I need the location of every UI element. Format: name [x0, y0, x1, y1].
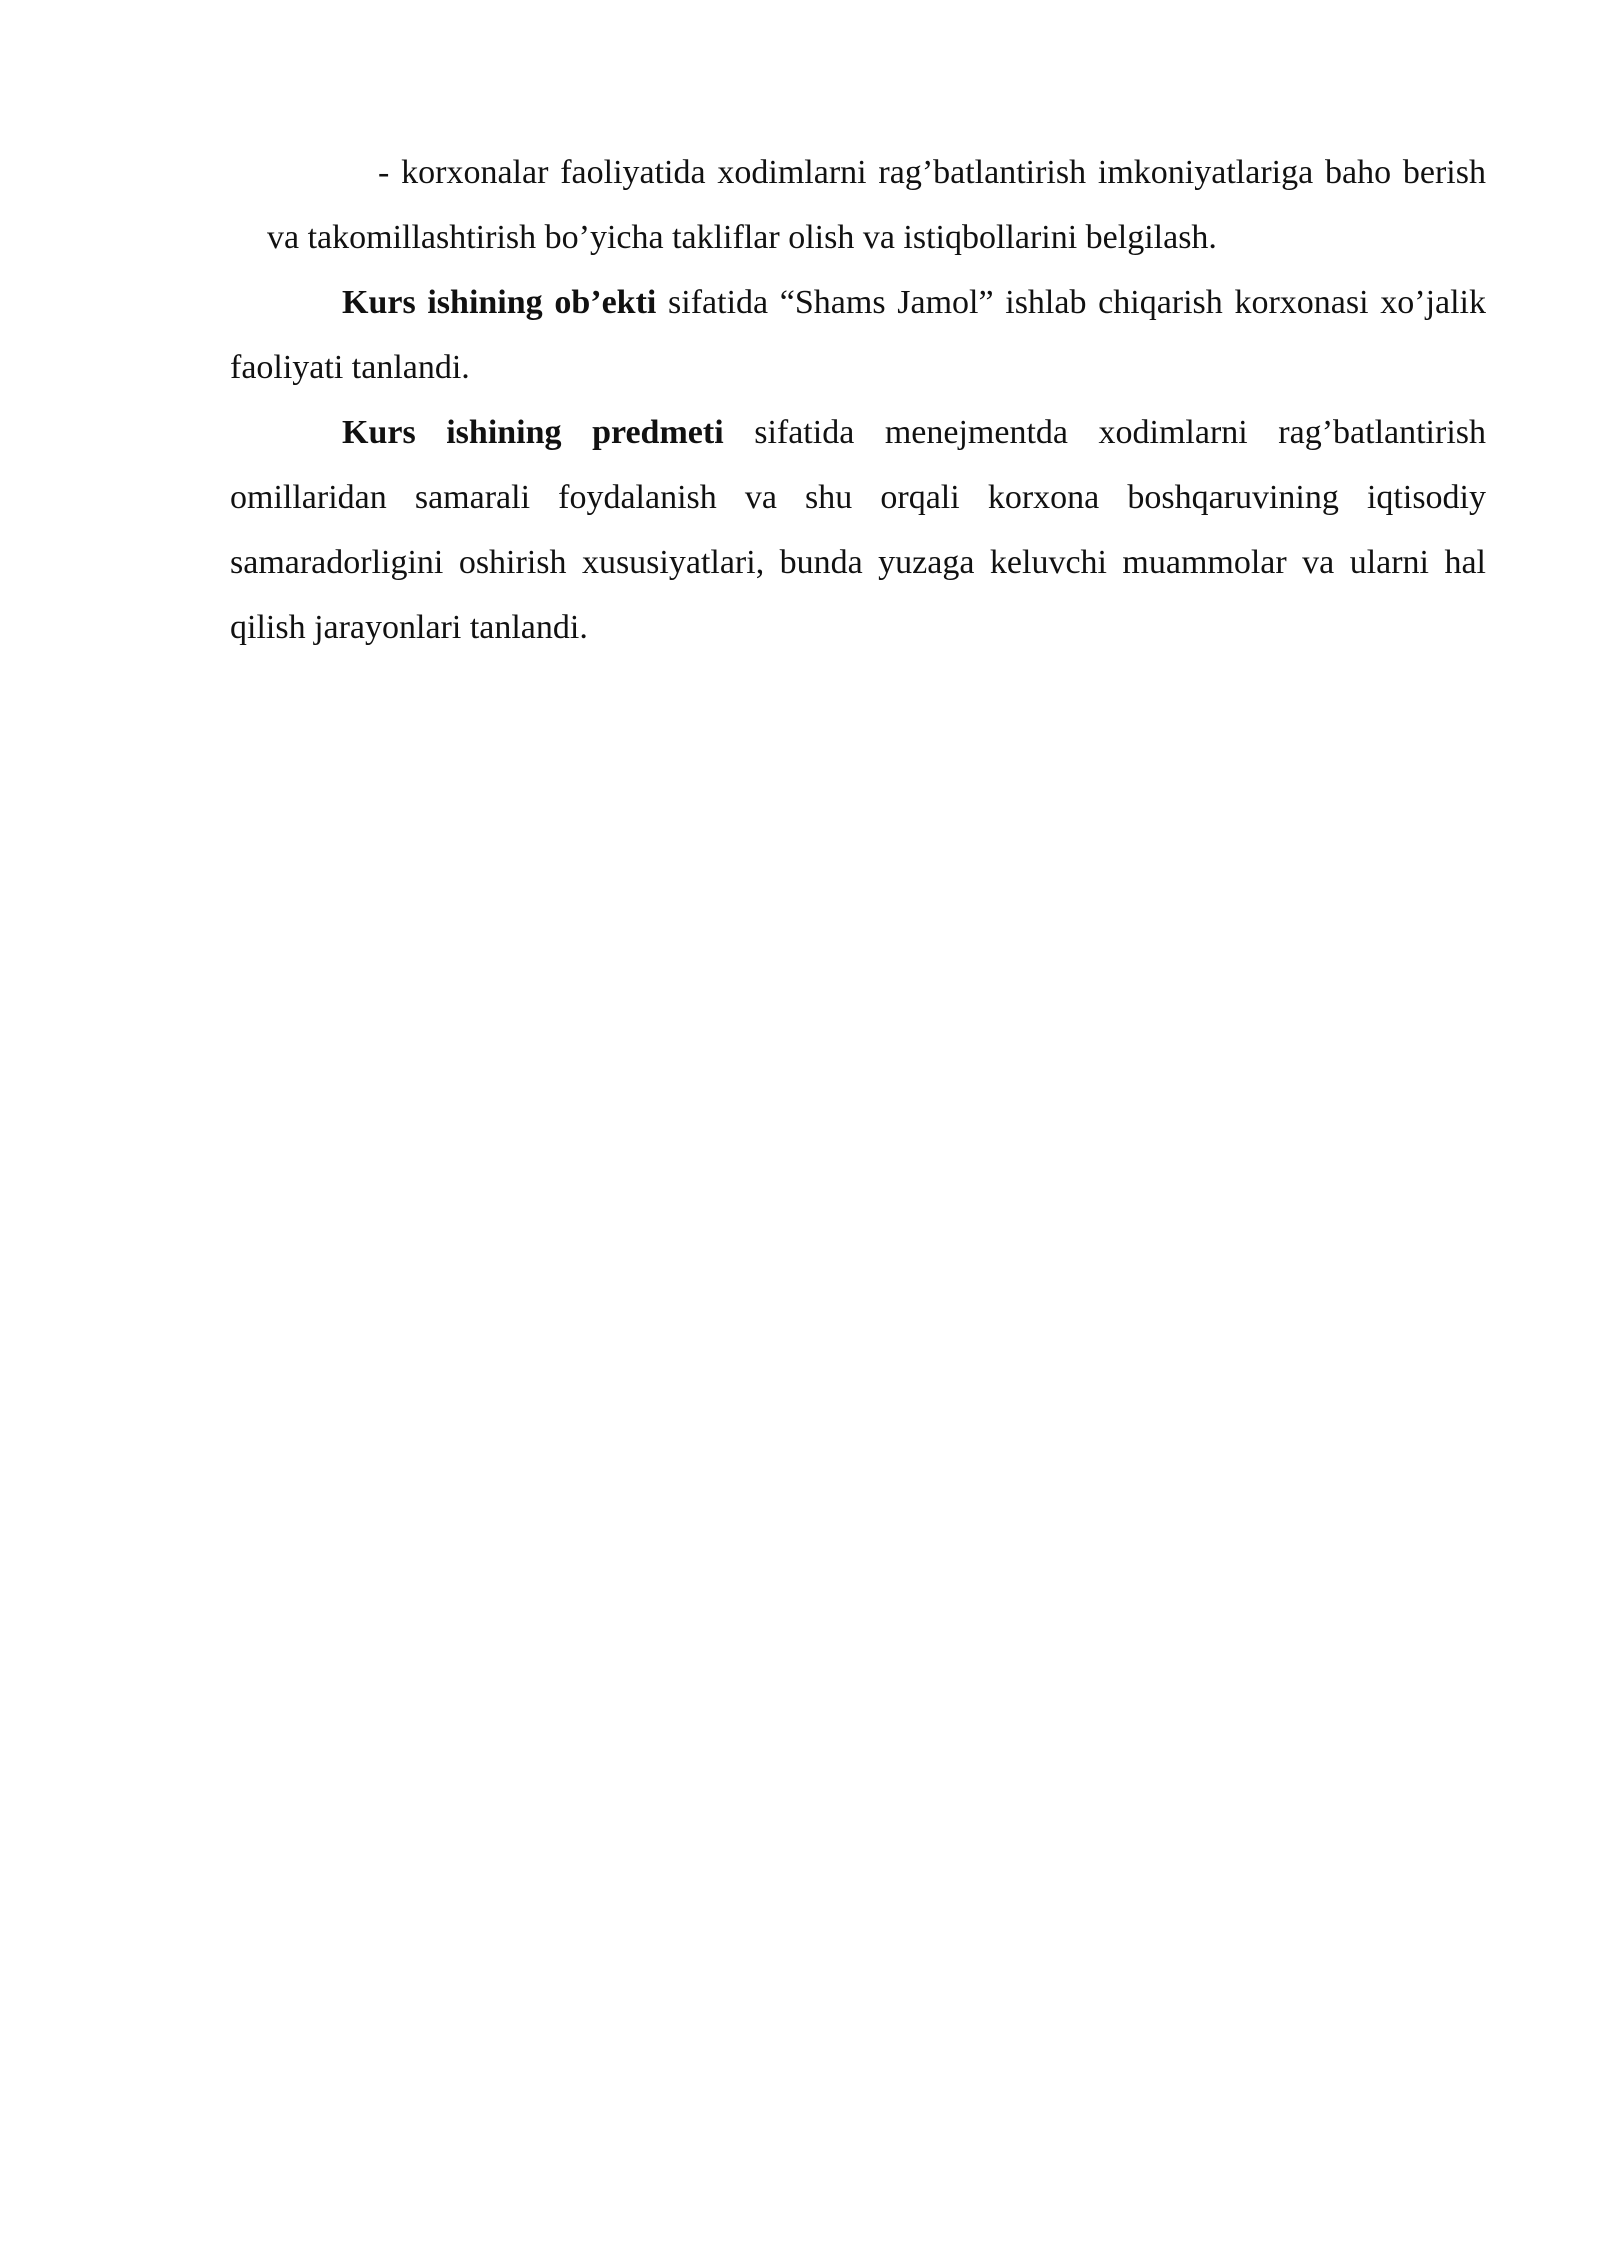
subject-paragraph	[230, 400, 1486, 660]
object-paragraph-heading: Kurs ishining ob’ekti	[342, 284, 657, 321]
subject-paragraph-heading: Kurs ishining predmeti	[342, 414, 724, 451]
object-paragraph-text: sifatida “Shams Jamol” ishlab chiqarish korxonasi xo’jalik faoliyati tanlandi.	[230, 284, 1486, 386]
subject-paragraph-text: sifatida menejmentda xodimlarni rag’batlantirish omillaridan samarali foydalanish va shu orqali korxona boshqaruvining iqtisodiy samaradorligini oshirish xususiyatlari, bunda yuzaga keluvchi muammolar va ularni hal qilish jarayonlari tanlandi.	[230, 414, 1486, 646]
object-paragraph	[230, 270, 1486, 400]
bullet-paragraph	[230, 140, 1486, 270]
document-body	[230, 140, 1486, 660]
bullet-paragraph-text: - korxonalar faoliyatida xodimlarni rag’batlantirish imkoniyatlariga baho berish va takomillashtirish bo’yicha takliflar olish va istiqbollarini belgilash.	[267, 154, 1486, 256]
